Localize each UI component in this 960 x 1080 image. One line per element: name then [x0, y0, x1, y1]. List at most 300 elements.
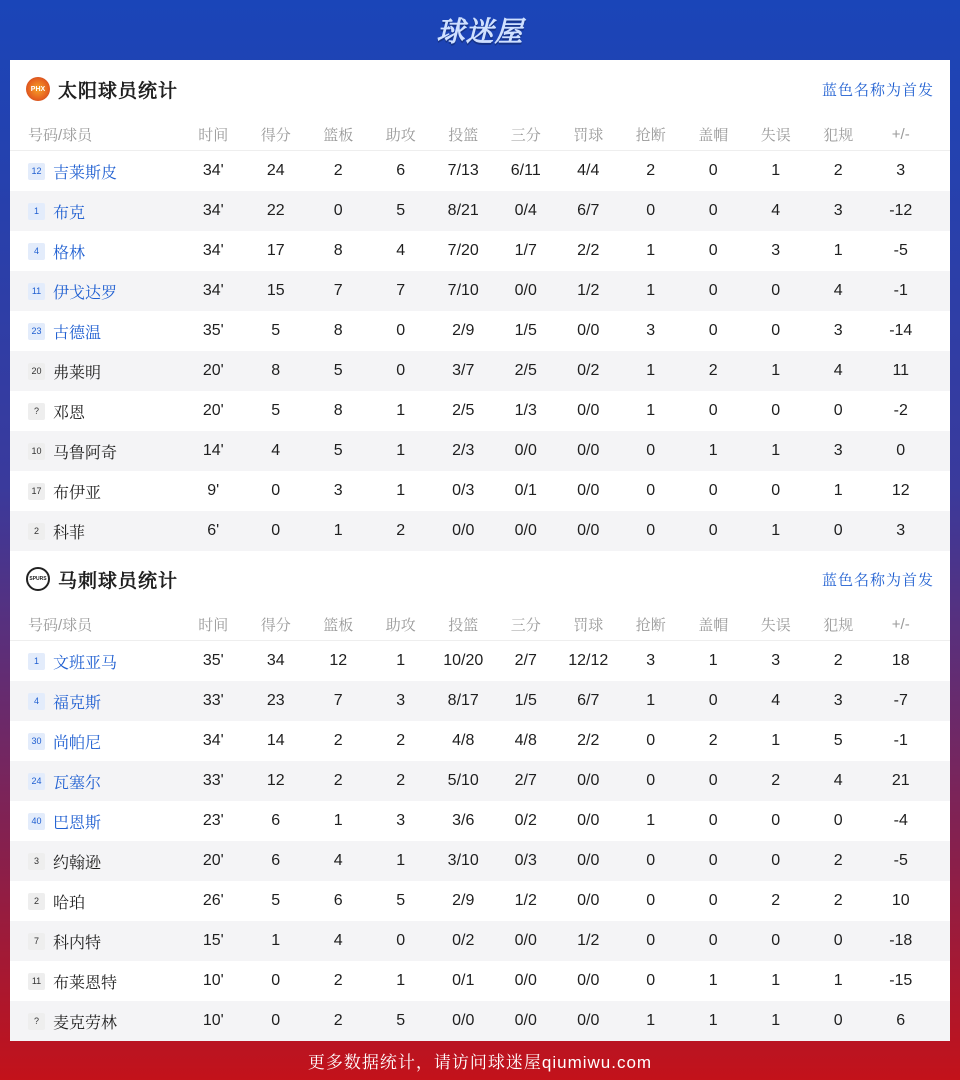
column-header-row [10, 118, 950, 151]
suns-stats-section [10, 60, 950, 550]
stat-cell: 3 [646, 322, 656, 339]
stat-cell: 0 [271, 972, 281, 989]
player-row[interactable] [10, 471, 950, 511]
stat-cell: 10' [202, 1012, 224, 1029]
brand-header [0, 0, 960, 60]
stat-cell: 3 [333, 482, 343, 499]
stat-cell: 2 [333, 732, 343, 749]
stat-cell: 1/2 [577, 282, 600, 299]
stat-cell: 3/6 [452, 812, 475, 829]
player-name[interactable]: 福克斯 [53, 694, 102, 712]
stat-cell: 1 [646, 242, 656, 259]
column-header: 抢断 [635, 616, 666, 634]
stat-cell: 6 [396, 162, 406, 179]
stat-cell: 8 [333, 322, 343, 339]
player-name[interactable]: 伊戈达罗 [53, 284, 118, 302]
player-name[interactable]: 巴恩斯 [53, 814, 102, 832]
stat-cell: 2 [396, 772, 406, 789]
stat-cell: 6 [271, 812, 281, 829]
stat-cell: 2 [708, 362, 718, 379]
column-header: 犯规 [823, 616, 854, 634]
stat-cell: 0 [708, 772, 718, 789]
stat-cell: 4 [833, 772, 843, 789]
stat-cell: 2 [333, 772, 343, 789]
player-name[interactable]: 尚帕尼 [53, 734, 102, 752]
stat-cell: 5 [333, 362, 343, 379]
player-row[interactable] [10, 391, 950, 431]
stat-cell: 0/4 [514, 202, 537, 219]
stat-cell: 2/3 [452, 442, 475, 459]
stat-cell: 1 [646, 812, 656, 829]
stat-cell: 2 [833, 852, 843, 869]
stat-cell: 0 [708, 852, 718, 869]
stat-cell: 2/9 [452, 892, 475, 909]
column-header: 时间 [198, 126, 229, 144]
stat-cell: 0 [708, 162, 718, 179]
stat-cell: 9' [207, 482, 220, 499]
stat-cell: 4/4 [577, 162, 600, 179]
jersey-number-badge: 10 [28, 443, 45, 460]
player-row[interactable] [10, 311, 950, 351]
stat-cell: 8/17 [447, 692, 479, 709]
stat-cell: 0 [833, 1012, 843, 1029]
player-name[interactable]: 科菲 [53, 524, 86, 542]
stat-cell: 2/7 [514, 772, 537, 789]
starter-legend-note: 蓝色名称为首发 [821, 81, 934, 99]
player-name[interactable]: 约翰逊 [53, 854, 102, 872]
jersey-number-badge: 11 [28, 283, 45, 300]
stat-cell: 1 [771, 732, 781, 749]
stat-cell: 3 [396, 812, 406, 829]
stat-cell: 0 [708, 202, 718, 219]
stat-cell: 14' [202, 442, 224, 459]
player-name[interactable]: 麦克劳林 [53, 1014, 118, 1032]
section-title: 马刺球员统计 [58, 570, 179, 592]
stat-cell: 10' [202, 972, 224, 989]
stat-cell: 0 [771, 402, 781, 419]
stat-cell: 0/3 [514, 852, 537, 869]
stat-cell: 0 [771, 852, 781, 869]
stat-cell: 2/2 [577, 242, 600, 259]
column-header: 失误 [760, 126, 791, 144]
stat-cell: 0/0 [577, 522, 600, 539]
stat-cell: 1 [396, 972, 406, 989]
stat-cell: 1 [833, 972, 843, 989]
stat-cell: 12 [891, 482, 910, 499]
stat-cell: 2 [333, 972, 343, 989]
stat-cell: 1 [396, 402, 406, 419]
starter-legend-note: 蓝色名称为首发 [821, 571, 934, 589]
stat-cell: 0 [396, 322, 406, 339]
player-name[interactable]: 古德温 [53, 324, 102, 342]
player-name[interactable]: 布克 [53, 204, 86, 222]
stat-cell: 5 [833, 732, 843, 749]
stat-cell: 34' [202, 732, 224, 749]
stat-cell: 0 [646, 482, 656, 499]
stat-cell: 2 [833, 892, 843, 909]
stat-cell: 15' [202, 932, 224, 949]
column-header: 犯规 [823, 126, 854, 144]
stat-cell: 4 [396, 242, 406, 259]
stat-cell: 0 [833, 402, 843, 419]
player-cell [10, 480, 182, 503]
stat-cell: 12/12 [568, 652, 609, 669]
stat-cell: 1 [771, 972, 781, 989]
stat-cell: 0/2 [452, 932, 475, 949]
stat-cell: 0/0 [452, 522, 475, 539]
stat-cell: 10 [891, 892, 910, 909]
stat-cell: 0 [708, 282, 718, 299]
column-header: 盖帽 [698, 616, 729, 634]
footer-text: 更多数据统计，请访问球迷屋qiumiwu.com [307, 1052, 653, 1072]
stat-cell: 26' [202, 892, 224, 909]
stat-cell: 0 [396, 932, 406, 949]
column-header: 号码/球员 [28, 126, 93, 144]
jersey-number-badge: 17 [28, 483, 45, 500]
player-row[interactable] [10, 681, 950, 721]
stat-cell: 0/1 [514, 482, 537, 499]
stat-cell: 7 [396, 282, 406, 299]
footer-banner[interactable] [0, 1040, 960, 1080]
stat-cell: 0 [708, 812, 718, 829]
stat-cell: 1/7 [514, 242, 537, 259]
stat-cell: 5 [333, 442, 343, 459]
stat-cell: 5 [271, 892, 281, 909]
column-header: 三分 [510, 616, 541, 634]
player-row[interactable] [10, 351, 950, 391]
player-name[interactable]: 科内特 [53, 934, 102, 952]
jersey-number-badge: 20 [28, 363, 45, 380]
column-header: 罚球 [573, 616, 604, 634]
player-row[interactable] [10, 231, 950, 271]
stat-cell: 6 [333, 892, 343, 909]
jersey-number-badge: ? [28, 1013, 45, 1030]
stat-cell: 0/2 [514, 812, 537, 829]
player-cell [10, 650, 182, 673]
column-header-row [10, 608, 950, 641]
stat-cell: 0 [896, 442, 906, 459]
stat-cell: 7/13 [447, 162, 479, 179]
player-cell [10, 200, 182, 223]
stat-cell: 0 [708, 402, 718, 419]
stat-cell: -18 [889, 932, 913, 949]
stat-cell: 17 [266, 242, 285, 259]
stat-cell: 0 [833, 812, 843, 829]
stat-cell: 0 [646, 972, 656, 989]
column-header: 得分 [260, 126, 291, 144]
player-name[interactable]: 吉莱斯皮 [53, 164, 118, 182]
stat-cell: 0/0 [514, 522, 537, 539]
stat-cell: 2 [333, 1012, 343, 1029]
stat-cell: 1 [771, 442, 781, 459]
stat-cell: 4/8 [452, 732, 475, 749]
jersey-number-badge: 2 [28, 523, 45, 540]
stat-cell: 2/2 [577, 732, 600, 749]
jersey-number-badge: 24 [28, 773, 45, 790]
stat-cell: 5 [396, 1012, 406, 1029]
stat-cell: 0 [646, 202, 656, 219]
stat-cell: 22 [266, 202, 285, 219]
stat-cell: 5 [271, 322, 281, 339]
player-name[interactable]: 布伊亚 [53, 484, 102, 502]
spurs-stats-section [10, 550, 950, 1040]
stat-cell: 6' [207, 522, 220, 539]
stat-cell: 0/0 [577, 1012, 600, 1029]
jersey-number-badge: 12 [28, 163, 45, 180]
section-title-wrap [26, 76, 178, 103]
stat-cell: 2 [646, 162, 656, 179]
stat-cell: 8 [333, 242, 343, 259]
stat-cell: 0/0 [577, 812, 600, 829]
stat-cell: 1 [646, 692, 656, 709]
stat-cell: 1 [771, 362, 781, 379]
jersey-number-badge: 4 [28, 693, 45, 710]
player-name[interactable]: 弗莱明 [53, 364, 102, 382]
stat-cell: 0/0 [514, 1012, 537, 1029]
stat-cell: 1 [771, 162, 781, 179]
stat-cell: 4 [271, 442, 281, 459]
column-header: 号码/球员 [28, 616, 93, 634]
player-cell [10, 1010, 182, 1033]
column-header: +/- [891, 615, 910, 633]
column-header: 助攻 [385, 616, 416, 634]
stat-cell: 3 [833, 322, 843, 339]
spurs-logo-icon: SPURS [26, 567, 50, 591]
stat-cell: 0 [646, 892, 656, 909]
stat-cell: 14 [266, 732, 285, 749]
player-name[interactable]: 布莱恩特 [53, 974, 118, 992]
stat-cell: 12 [266, 772, 285, 789]
player-cell [10, 810, 182, 833]
player-cell [10, 770, 182, 793]
stat-cell: 0 [708, 932, 718, 949]
column-header: 抢断 [635, 126, 666, 144]
stat-cell: 6/11 [510, 162, 541, 179]
stat-cell: 6 [896, 1012, 906, 1029]
player-cell [10, 970, 182, 993]
stat-cell: 0 [833, 932, 843, 949]
column-header: +/- [891, 125, 910, 143]
player-row[interactable] [10, 761, 950, 801]
stat-cell: 5/10 [447, 772, 479, 789]
stat-cell: 0/0 [577, 442, 600, 459]
player-cell [10, 240, 182, 263]
stat-cell: 0 [646, 732, 656, 749]
stat-cell: 34 [266, 652, 285, 669]
stat-cell: 2/5 [452, 402, 475, 419]
stat-cell: 2/7 [514, 652, 537, 669]
stat-cell: 1/5 [514, 322, 537, 339]
stat-cell: 1 [396, 652, 406, 669]
stat-cell: 15 [266, 282, 285, 299]
stat-cell: 1 [396, 442, 406, 459]
stat-cell: 0/0 [452, 1012, 475, 1029]
stat-cell: 34' [202, 162, 224, 179]
stat-cell: 0/1 [452, 972, 475, 989]
stat-cell: 0 [271, 482, 281, 499]
stat-cell: 7/10 [447, 282, 479, 299]
stat-cell: 2 [833, 652, 843, 669]
stat-cell: 34' [202, 242, 224, 259]
stat-cell: 0 [771, 482, 781, 499]
player-row[interactable] [10, 191, 950, 231]
section-title: 太阳球员统计 [58, 80, 179, 102]
stat-cell: 1/5 [514, 692, 537, 709]
stat-cell: 0/0 [514, 972, 537, 989]
player-row[interactable] [10, 841, 950, 881]
stat-cell: 0 [708, 692, 718, 709]
stat-cell: 1 [771, 522, 781, 539]
column-header: 得分 [260, 616, 291, 634]
player-cell [10, 730, 182, 753]
jersey-number-badge: 11 [28, 973, 45, 990]
column-header: 篮板 [323, 616, 354, 634]
stat-cell: 3 [833, 692, 843, 709]
stat-cell: 0 [708, 522, 718, 539]
stat-cell: 4 [333, 932, 343, 949]
jersey-number-badge: 3 [28, 853, 45, 870]
stat-cell: 1 [833, 242, 843, 259]
stat-cell: 2 [833, 162, 843, 179]
stat-cell: 11 [892, 362, 910, 379]
stat-cell: 0 [271, 522, 281, 539]
stat-cell: 23' [202, 812, 224, 829]
player-name[interactable]: 哈珀 [53, 894, 86, 912]
stat-cell: 4 [771, 202, 781, 219]
jersey-number-badge: 1 [28, 653, 45, 670]
player-cell [10, 160, 182, 183]
jersey-number-badge: 23 [28, 323, 45, 340]
stat-cell: 8 [333, 402, 343, 419]
player-row[interactable] [10, 511, 950, 551]
stat-cell: 7/20 [447, 242, 479, 259]
player-name[interactable]: 格林 [53, 244, 86, 262]
stat-cell: 0/0 [577, 322, 600, 339]
stat-cell: 3 [771, 242, 781, 259]
stat-cell: 0 [708, 322, 718, 339]
stat-cell: 1 [708, 442, 718, 459]
stat-cell: 20' [202, 362, 224, 379]
stat-cell: 1 [333, 812, 343, 829]
stat-cell: 1 [708, 652, 718, 669]
stat-cell: -5 [893, 242, 908, 259]
player-row[interactable] [10, 721, 950, 761]
stat-cell: 0 [646, 772, 656, 789]
stat-cell: 1 [708, 972, 718, 989]
stats-card [10, 60, 950, 1040]
stat-cell: 2 [708, 732, 718, 749]
player-row[interactable] [10, 431, 950, 471]
stat-cell: 1 [646, 282, 656, 299]
stat-cell: 0 [708, 482, 718, 499]
stat-cell: 1/2 [577, 932, 600, 949]
stat-cell: 1 [833, 482, 843, 499]
stat-cell: 1 [646, 1012, 656, 1029]
stat-cell: 4/8 [514, 732, 537, 749]
stat-cell: 1 [333, 522, 343, 539]
stat-cell: -1 [893, 732, 908, 749]
player-row[interactable] [10, 881, 950, 921]
stat-cell: -5 [893, 852, 908, 869]
player-row[interactable] [10, 921, 950, 961]
stat-cell: 0/3 [452, 482, 475, 499]
jersey-number-badge: 1 [28, 203, 45, 220]
player-row[interactable] [10, 961, 950, 1001]
stat-cell: 4 [333, 852, 343, 869]
jersey-number-badge: 40 [28, 813, 45, 830]
player-cell [10, 690, 182, 713]
stat-cell: 4 [833, 362, 843, 379]
stat-cell: 33' [202, 772, 224, 789]
stat-cell: 1 [646, 362, 656, 379]
player-row[interactable] [10, 1001, 950, 1041]
stat-cell: 5 [271, 402, 281, 419]
jersey-number-badge: ? [28, 403, 45, 420]
stat-cell: 0/0 [577, 772, 600, 789]
column-header: 投篮 [448, 616, 479, 634]
stat-cell: -2 [893, 402, 908, 419]
stat-cell: 6/7 [577, 692, 600, 709]
stat-cell: 0 [271, 1012, 281, 1029]
player-cell [10, 320, 182, 343]
player-cell [10, 360, 182, 383]
stat-cell: 0 [646, 852, 656, 869]
stat-cell: 6/7 [577, 202, 600, 219]
stat-cell: 35' [202, 652, 224, 669]
column-header: 盖帽 [698, 126, 729, 144]
jersey-number-badge: 2 [28, 893, 45, 910]
stat-cell: 2/5 [514, 362, 537, 379]
player-name[interactable]: 邓恩 [53, 404, 86, 422]
stat-cell: 1 [271, 932, 281, 949]
column-header: 罚球 [573, 126, 604, 144]
player-name[interactable]: 瓦塞尔 [53, 774, 102, 792]
stat-cell: 0 [646, 932, 656, 949]
player-name[interactable]: 马鲁阿奇 [53, 444, 118, 462]
stat-cell: 0/0 [514, 282, 537, 299]
player-name[interactable]: 文班亚马 [53, 654, 118, 672]
brand-logo-text: 球迷屋 [436, 16, 524, 47]
stat-cell: 2/9 [452, 322, 475, 339]
stat-cell: 20' [202, 402, 224, 419]
stat-cell: 8 [271, 362, 281, 379]
stat-cell: 0/0 [514, 442, 537, 459]
column-header: 时间 [198, 616, 229, 634]
player-row[interactable] [10, 641, 950, 681]
stat-cell: 0 [646, 442, 656, 459]
column-header: 三分 [510, 126, 541, 144]
stat-cell: -1 [893, 282, 908, 299]
stat-cell: 1 [396, 852, 406, 869]
player-row[interactable] [10, 151, 950, 191]
stat-cell: 18 [891, 652, 910, 669]
jersey-number-badge: 30 [28, 733, 45, 750]
stat-cell: 2 [333, 162, 343, 179]
stat-cell: 2 [771, 772, 781, 789]
stat-cell: 0/0 [577, 972, 600, 989]
stat-cell: -4 [893, 812, 908, 829]
stat-cell: 8/21 [447, 202, 479, 219]
jersey-number-badge: 7 [28, 933, 45, 950]
stat-cell: 34' [202, 202, 224, 219]
player-row[interactable] [10, 271, 950, 311]
stat-cell: 0 [708, 892, 718, 909]
stat-cell: 12 [329, 652, 348, 669]
stat-cell: 0 [333, 202, 343, 219]
stat-cell: 1 [646, 402, 656, 419]
player-row[interactable] [10, 801, 950, 841]
section-header [10, 60, 950, 118]
